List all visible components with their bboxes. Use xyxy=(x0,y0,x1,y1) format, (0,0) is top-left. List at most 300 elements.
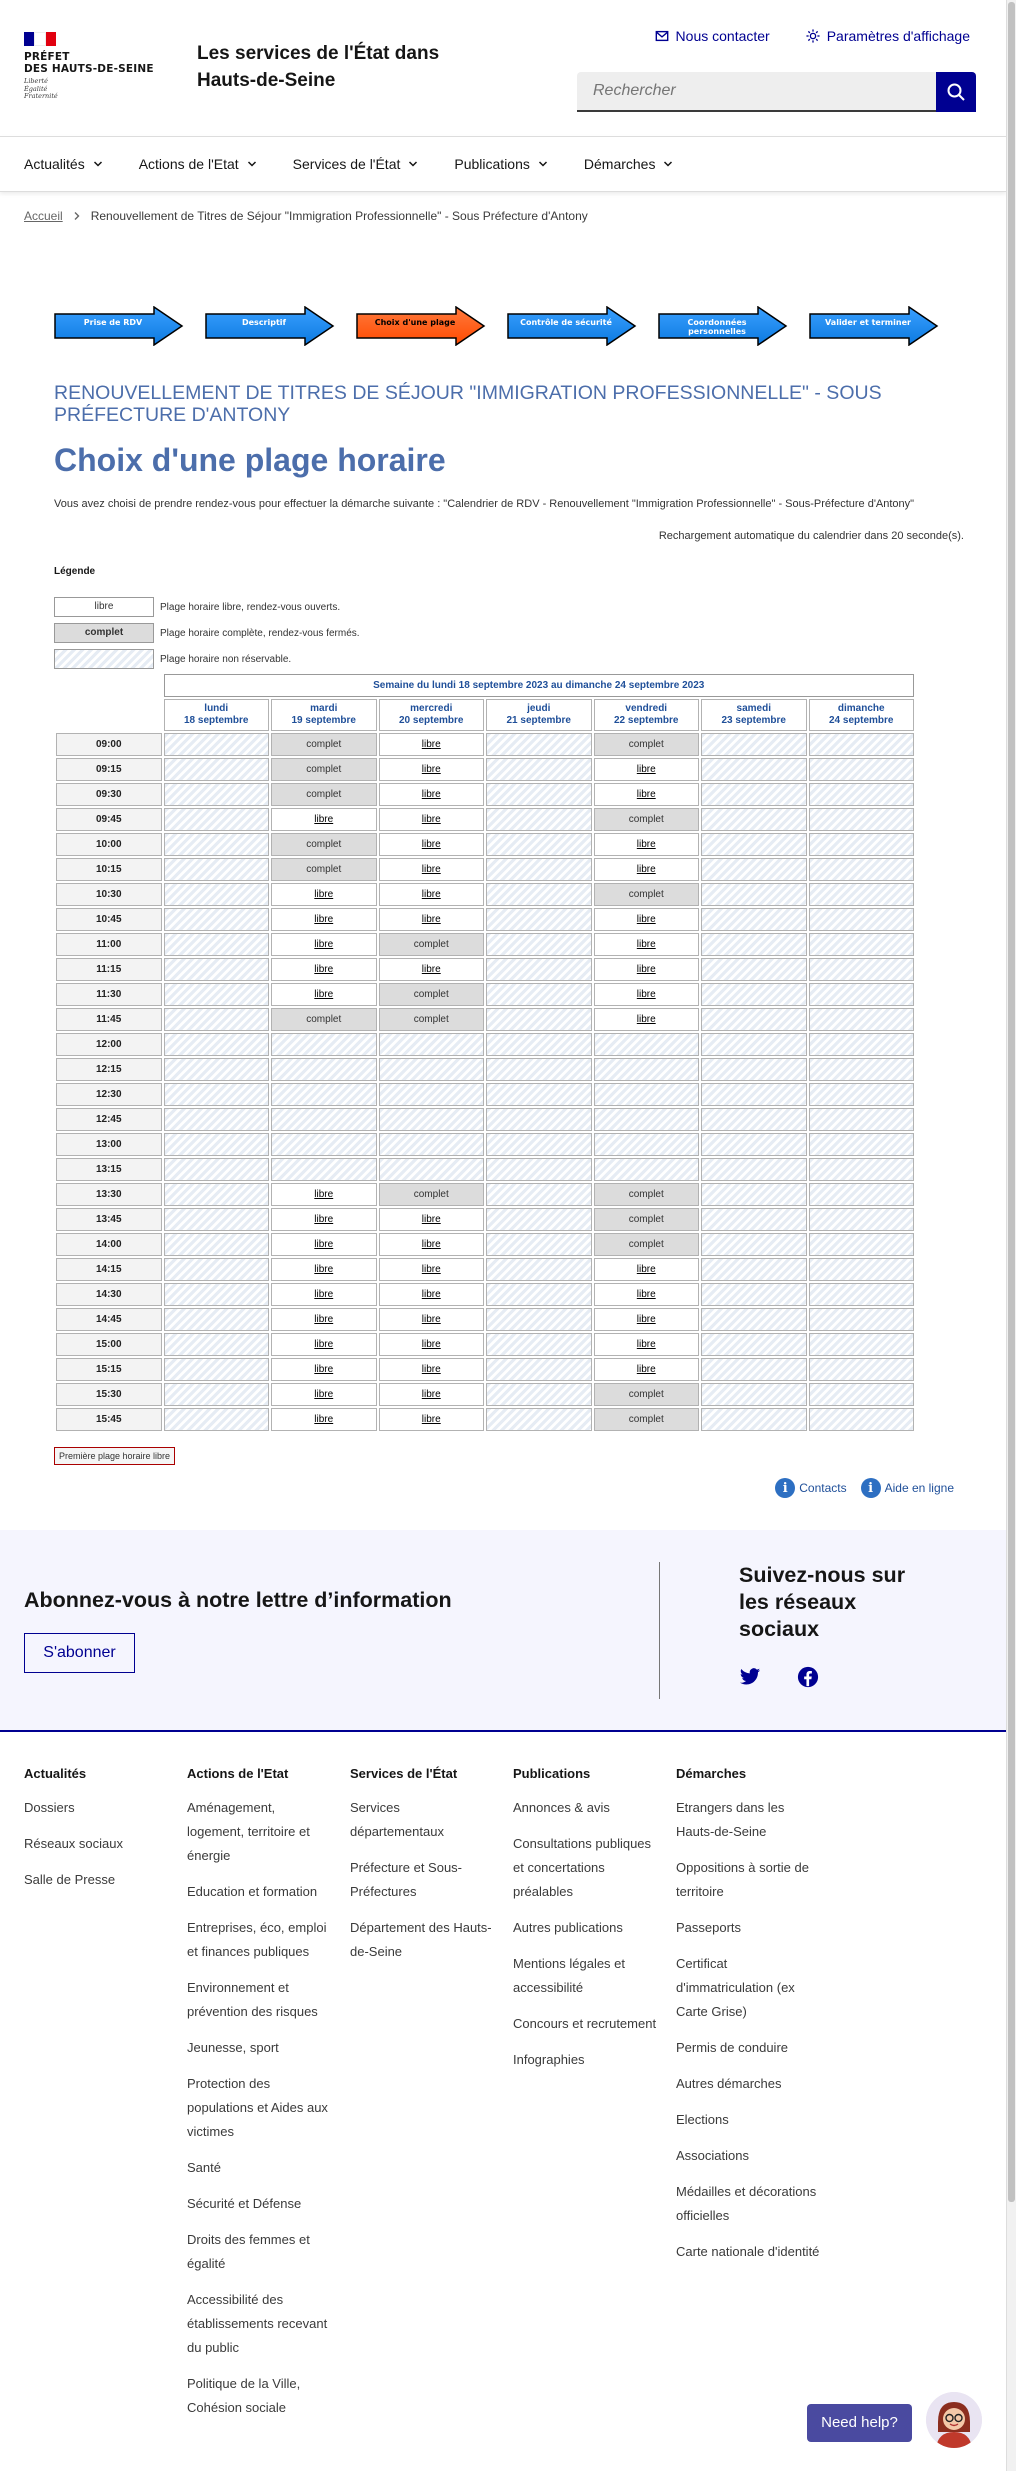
slot-unavailable xyxy=(701,1133,807,1156)
slot-free[interactable] xyxy=(271,1183,377,1206)
slot-free[interactable] xyxy=(379,758,485,781)
footer-link[interactable]: Carte nationale d'identité xyxy=(676,2244,820,2259)
slot-free-link[interactable]: libre xyxy=(314,889,334,900)
slot-free-link[interactable]: libre xyxy=(421,889,441,900)
slot-free[interactable] xyxy=(271,1333,377,1356)
slot-unavailable xyxy=(271,1083,377,1106)
slot-free-link[interactable]: libre xyxy=(421,864,441,875)
footer-link[interactable]: Salle de Presse xyxy=(24,1872,116,1887)
slot-free-link[interactable]: libre xyxy=(314,1364,334,1375)
time-label: 12:45 xyxy=(56,1108,162,1131)
footer-column-title[interactable]: Publications xyxy=(513,1766,591,1781)
slot-free-link[interactable]: libre xyxy=(421,1364,441,1375)
slot-unavailable xyxy=(701,808,807,831)
slot-free[interactable] xyxy=(379,958,485,981)
slot-unavailable xyxy=(164,1158,270,1181)
footer-link[interactable]: Autres publications xyxy=(513,1920,623,1935)
breadcrumb-current: Renouvellement de Titres de Séjour "Immigration Professionnelle" - Sous Préfecture d'Antony xyxy=(90,209,588,223)
logo-title: PRÉFET DES HAUTS-DE-SEINE xyxy=(24,51,154,75)
page-subtitle: RENOUVELLEMENT DE TITRES DE SÉJOUR "IMMIGRATION PROFESSIONNELLE" - SOUS PRÉFECTURE D'ANTONY xyxy=(54,382,882,426)
footer-link[interactable]: Département des Hauts-de-Seine xyxy=(350,1920,492,1959)
slot-full: complet xyxy=(594,1233,700,1256)
slot-free[interactable] xyxy=(379,833,485,856)
slot-free-link[interactable]: libre xyxy=(636,1264,656,1275)
footer-column xyxy=(24,1764,169,1904)
footer-link[interactable]: Education et formation xyxy=(187,1884,318,1899)
search-input[interactable] xyxy=(577,72,936,112)
footer-link[interactable]: Annonces & avis xyxy=(513,1800,610,1815)
calendar-row xyxy=(56,1083,914,1106)
slot-free-link[interactable]: libre xyxy=(314,1414,334,1425)
slot-free[interactable] xyxy=(271,1283,377,1306)
slot-free[interactable] xyxy=(271,1308,377,1331)
slot-unavailable xyxy=(486,1308,592,1331)
footer-column-title[interactable]: Démarches xyxy=(676,1766,747,1781)
slot-unavailable xyxy=(809,1158,915,1181)
time-label: 10:00 xyxy=(56,833,162,856)
newsletter-divider xyxy=(659,1562,660,1699)
slot-free-link[interactable]: libre xyxy=(314,989,334,1000)
slot-unavailable xyxy=(271,1058,377,1081)
slot-free-link[interactable]: libre xyxy=(636,1339,656,1350)
slot-free[interactable] xyxy=(271,958,377,981)
slot-unavailable xyxy=(271,1108,377,1131)
slot-unavailable xyxy=(701,958,807,981)
slot-unavailable xyxy=(701,1008,807,1031)
breadcrumb-home-link[interactable]: Accueil xyxy=(24,209,63,223)
slot-free[interactable] xyxy=(379,733,485,756)
slot-free-link[interactable]: libre xyxy=(314,964,334,975)
slot-free[interactable] xyxy=(379,1233,485,1256)
footer-link[interactable]: Sécurité et Défense xyxy=(187,2196,302,2211)
display-settings-link[interactable]: Paramètres d'affichage xyxy=(806,28,970,44)
slot-full: complet xyxy=(271,833,377,856)
slot-free[interactable] xyxy=(379,1208,485,1231)
slot-unavailable xyxy=(701,758,807,781)
legend-row-unavailable xyxy=(54,649,360,669)
slot-free[interactable] xyxy=(271,1208,377,1231)
slot-unavailable xyxy=(379,1133,485,1156)
slot-free[interactable] xyxy=(594,908,700,931)
day-header: lundi 18 septembre xyxy=(164,699,270,731)
slot-unavailable xyxy=(379,1158,485,1181)
footer-link[interactable]: Consultations publiques et concertations préalables xyxy=(513,1836,652,1899)
footer-column xyxy=(513,1764,658,2084)
slot-unavailable xyxy=(486,1158,592,1181)
nav-item-services-etat[interactable]: Services de l'État xyxy=(293,137,419,191)
slot-free[interactable] xyxy=(379,858,485,881)
footer-link[interactable]: Accessibilité des établissements recevant du public xyxy=(187,2292,328,2355)
day-header: jeudi 21 septembre xyxy=(486,699,592,731)
slot-unavailable xyxy=(701,1258,807,1281)
slot-unavailable xyxy=(486,958,592,981)
page-scrollbar[interactable] xyxy=(1006,0,1016,2471)
slot-unavailable xyxy=(809,933,915,956)
footer-link[interactable]: Environnement et prévention des risques xyxy=(187,1980,318,2019)
slot-unavailable xyxy=(164,858,270,881)
slot-free[interactable] xyxy=(379,1358,485,1381)
slot-free[interactable] xyxy=(594,858,700,881)
slot-unavailable xyxy=(701,1083,807,1106)
nav-item-actualites[interactable]: Actualités xyxy=(24,137,103,191)
slot-free-link[interactable]: libre xyxy=(636,789,656,800)
slot-free[interactable] xyxy=(594,958,700,981)
slot-free[interactable] xyxy=(594,758,700,781)
step-1 xyxy=(54,306,184,346)
nav-item-demarches[interactable]: Démarches xyxy=(584,137,674,191)
slot-free[interactable] xyxy=(271,908,377,931)
slot-unavailable xyxy=(164,758,270,781)
slot-unavailable xyxy=(594,1058,700,1081)
slot-unavailable xyxy=(809,908,915,931)
first-free-slot-button[interactable]: Première plage horaire libre xyxy=(54,1447,175,1465)
legend-title: Légende xyxy=(54,566,96,577)
french-flag-icon xyxy=(24,32,56,46)
time-label: 09:15 xyxy=(56,758,162,781)
calendar-row xyxy=(56,1058,914,1081)
slot-full: complet xyxy=(594,733,700,756)
footer-link[interactable]: Santé xyxy=(187,2160,221,2175)
slot-free-link[interactable]: libre xyxy=(636,1364,656,1375)
footer-link[interactable]: Elections xyxy=(676,2112,729,2127)
calendar-table xyxy=(54,672,916,1433)
slot-unavailable xyxy=(271,1133,377,1156)
slot-unavailable xyxy=(164,783,270,806)
footer-link[interactable]: Mentions légales et accessibilité xyxy=(513,1956,626,1995)
slot-unavailable xyxy=(164,1233,270,1256)
slot-unavailable xyxy=(701,1183,807,1206)
slot-free[interactable] xyxy=(594,1283,700,1306)
subscribe-button[interactable]: S'abonner xyxy=(24,1633,135,1673)
slot-unavailable xyxy=(809,1183,915,1206)
slot-free-link[interactable]: libre xyxy=(314,1264,334,1275)
contacts-link[interactable]: i Contacts xyxy=(775,1478,846,1498)
chevron-down-icon xyxy=(538,159,548,169)
slot-free-link[interactable]: libre xyxy=(636,989,656,1000)
chevron-down-icon xyxy=(93,159,103,169)
logo-motto: Liberté Égalité Fraternité xyxy=(24,77,58,100)
slot-free[interactable] xyxy=(379,1308,485,1331)
legend-swatch-unavailable xyxy=(54,649,154,669)
slot-free[interactable] xyxy=(594,783,700,806)
day-header: mercredi 20 septembre xyxy=(379,699,485,731)
time-label: 11:30 xyxy=(56,983,162,1006)
footer-link[interactable]: Médailles et décorations officielles xyxy=(676,2184,817,2223)
slot-unavailable xyxy=(486,908,592,931)
slot-unavailable xyxy=(701,1358,807,1381)
slot-unavailable xyxy=(164,1058,270,1081)
slot-free-link[interactable]: libre xyxy=(314,814,334,825)
slot-unavailable xyxy=(486,1008,592,1031)
footer-link[interactable]: Infographies xyxy=(513,2052,585,2067)
slot-unavailable xyxy=(701,833,807,856)
time-label: 14:15 xyxy=(56,1258,162,1281)
slot-unavailable xyxy=(701,1233,807,1256)
footer-link[interactable]: Etrangers dans les Hauts-de-Seine xyxy=(676,1800,785,1839)
slot-unavailable xyxy=(164,1258,270,1281)
slot-free-link[interactable]: libre xyxy=(421,814,441,825)
slot-unavailable xyxy=(809,1133,915,1156)
intro-text: Vous avez choisi de prendre rendez-vous pour effectuer la démarche suivante : "Calendrier de RDV - Renouvellement "Immigration Professionnelle" - Sous-Préfecture d'Antony" xyxy=(54,498,915,510)
calendar-row xyxy=(56,1133,914,1156)
slot-free-link[interactable]: libre xyxy=(421,1339,441,1350)
slot-free-link[interactable]: libre xyxy=(421,1239,441,1250)
nav-item-actions-etat[interactable]: Actions de l'Etat xyxy=(139,137,257,191)
slot-unavailable xyxy=(809,1408,915,1431)
service-title[interactable]: Les services de l'État dans Hauts-de-Seine xyxy=(197,43,440,91)
slot-free[interactable] xyxy=(271,933,377,956)
main-nav xyxy=(0,136,1006,192)
slot-free-link[interactable]: libre xyxy=(636,939,656,950)
time-label: 15:15 xyxy=(56,1358,162,1381)
progress-steps xyxy=(54,306,939,346)
slot-free[interactable] xyxy=(271,1233,377,1256)
slot-free-link[interactable]: libre xyxy=(421,1389,441,1400)
time-label: 13:30 xyxy=(56,1183,162,1206)
calendar-row xyxy=(56,833,914,856)
slot-free-link[interactable]: libre xyxy=(636,864,656,875)
slot-unavailable xyxy=(701,783,807,806)
slot-free-link[interactable]: libre xyxy=(636,1289,656,1300)
footer-link[interactable]: Concours et recrutement xyxy=(513,2016,657,2031)
slot-unavailable xyxy=(164,1383,270,1406)
slot-full: complet xyxy=(379,1008,485,1031)
slot-free-link[interactable]: libre xyxy=(314,1239,334,1250)
slot-unavailable xyxy=(809,1058,915,1081)
time-label: 15:30 xyxy=(56,1383,162,1406)
footer-link[interactable]: Jeunesse, sport xyxy=(187,2040,279,2055)
slot-unavailable xyxy=(486,1408,592,1431)
footer-link[interactable]: Services départementaux xyxy=(350,1800,444,1839)
facebook-icon[interactable] xyxy=(797,1666,819,1688)
slot-free-link[interactable]: libre xyxy=(314,914,334,925)
slot-full: complet xyxy=(271,858,377,881)
slot-free[interactable] xyxy=(594,933,700,956)
slot-free-link[interactable]: libre xyxy=(314,1189,334,1200)
slot-free[interactable] xyxy=(379,1258,485,1281)
slot-unavailable xyxy=(379,1108,485,1131)
slot-full: complet xyxy=(271,783,377,806)
slot-free-link[interactable]: libre xyxy=(314,1314,334,1325)
footer-link[interactable]: Aménagement, logement, territoire et énergie xyxy=(187,1800,310,1863)
slot-unavailable xyxy=(486,858,592,881)
slot-unavailable xyxy=(486,1108,592,1131)
slot-free-link[interactable]: libre xyxy=(636,764,656,775)
slot-free-link[interactable]: libre xyxy=(421,964,441,975)
assistant-avatar[interactable] xyxy=(926,2392,982,2448)
footer-link[interactable]: Permis de conduire xyxy=(676,2040,788,2055)
footer-link[interactable]: Autres démarches xyxy=(676,2076,782,2091)
slot-unavailable xyxy=(271,1158,377,1181)
slot-free-link[interactable]: libre xyxy=(421,1289,441,1300)
footer-link[interactable]: Dossiers xyxy=(24,1800,75,1815)
calendar-corner xyxy=(56,699,162,731)
slot-free[interactable] xyxy=(271,1408,377,1431)
slot-unavailable xyxy=(164,1008,270,1031)
slot-unavailable xyxy=(809,1083,915,1106)
footer-link[interactable]: Entreprises, éco, emploi et finances publiques xyxy=(187,1920,327,1959)
slot-free[interactable] xyxy=(271,808,377,831)
footer-column-title[interactable]: Actions de l'Etat xyxy=(187,1766,289,1781)
online-help-link[interactable]: i Aide en ligne xyxy=(861,1478,954,1498)
slot-unavailable xyxy=(701,1058,807,1081)
slot-free-link[interactable]: libre xyxy=(314,1214,334,1225)
slot-free[interactable] xyxy=(594,983,700,1006)
slot-unavailable xyxy=(164,733,270,756)
slot-full: complet xyxy=(594,1208,700,1231)
slot-unavailable xyxy=(701,933,807,956)
footer-link[interactable]: Droits des femmes et égalité xyxy=(187,2232,310,2271)
slot-free-link[interactable]: libre xyxy=(636,1014,656,1025)
scrollbar-thumb[interactable] xyxy=(1008,2,1015,2202)
slot-free-link[interactable]: libre xyxy=(314,1339,334,1350)
slot-free-link[interactable]: libre xyxy=(636,914,656,925)
footer-column-title[interactable]: Services de l'État xyxy=(350,1766,458,1781)
slot-free[interactable] xyxy=(379,883,485,906)
slot-unavailable xyxy=(594,1083,700,1106)
slot-free-link[interactable]: libre xyxy=(314,1389,334,1400)
legend-desc-full: Plage horaire complète, rendez-vous fermés. xyxy=(160,627,360,639)
slot-free-link[interactable]: libre xyxy=(421,1264,441,1275)
slot-free-link[interactable]: libre xyxy=(421,739,441,750)
slot-full: complet xyxy=(271,1008,377,1031)
slot-free[interactable] xyxy=(594,1333,700,1356)
search-button[interactable] xyxy=(936,72,976,112)
slot-unavailable xyxy=(809,1258,915,1281)
slot-unavailable xyxy=(486,1283,592,1306)
calendar-row xyxy=(56,1208,914,1231)
mail-icon xyxy=(655,29,669,43)
footer-link[interactable]: Réseaux sociaux xyxy=(24,1836,123,1851)
slot-unavailable xyxy=(701,1383,807,1406)
slot-unavailable xyxy=(164,1358,270,1381)
slot-unavailable xyxy=(164,808,270,831)
calendar-row xyxy=(56,1233,914,1256)
calendar-row xyxy=(56,1183,914,1206)
footer-link[interactable]: Préfecture et Sous-Préfectures xyxy=(350,1860,462,1899)
search-icon xyxy=(946,82,966,102)
calendar-row xyxy=(56,808,914,831)
slot-free-link[interactable]: libre xyxy=(421,789,441,800)
slot-free-link[interactable]: libre xyxy=(421,764,441,775)
contact-link[interactable]: Nous contacter xyxy=(655,28,770,44)
slot-unavailable xyxy=(486,1208,592,1231)
slot-unavailable xyxy=(594,1158,700,1181)
slot-full: complet xyxy=(379,1183,485,1206)
slot-unavailable xyxy=(271,1033,377,1056)
newsletter-title: Abonnez-vous à notre lettre d’information xyxy=(24,1588,452,1612)
slot-unavailable xyxy=(164,883,270,906)
slot-free[interactable] xyxy=(379,808,485,831)
slot-unavailable xyxy=(486,1333,592,1356)
slot-unavailable xyxy=(594,1108,700,1131)
slot-free[interactable] xyxy=(379,783,485,806)
footer-link[interactable]: Politique de la Ville, Cohésion sociale xyxy=(187,2376,301,2415)
slot-free-link[interactable]: libre xyxy=(421,914,441,925)
prefecture-logo[interactable] xyxy=(24,32,164,101)
slot-free[interactable] xyxy=(271,1358,377,1381)
need-help-button[interactable]: Need help? xyxy=(807,2404,912,2442)
legend-desc-free: Plage horaire libre, rendez-vous ouverts. xyxy=(160,601,341,613)
footer-link[interactable]: Passeports xyxy=(676,1920,742,1935)
calendar-row xyxy=(56,758,914,781)
footer-column-title[interactable]: Actualités xyxy=(24,1766,87,1781)
calendar-row xyxy=(56,1033,914,1056)
step-label: Prise de RDV xyxy=(83,318,143,327)
slot-free-link[interactable]: libre xyxy=(421,1214,441,1225)
nav-item-publications[interactable]: Publications xyxy=(454,137,548,191)
slot-unavailable xyxy=(379,1033,485,1056)
step-label: Descriptif xyxy=(241,318,287,327)
footer-link[interactable]: Protection des populations et Aides aux victimes xyxy=(187,2076,328,2139)
slot-free[interactable] xyxy=(594,1308,700,1331)
step-4 xyxy=(507,306,637,346)
slot-free-link[interactable]: libre xyxy=(636,1314,656,1325)
slot-free-link[interactable]: libre xyxy=(636,964,656,975)
calendar-row xyxy=(56,933,914,956)
slot-unavailable xyxy=(809,1233,915,1256)
slot-free[interactable] xyxy=(379,1408,485,1431)
sun-icon xyxy=(806,29,820,43)
slot-unavailable xyxy=(809,1383,915,1406)
slot-unavailable xyxy=(164,1333,270,1356)
slot-unavailable xyxy=(379,1083,485,1106)
slot-free[interactable] xyxy=(594,1008,700,1031)
slot-unavailable xyxy=(486,1058,592,1081)
slot-free[interactable] xyxy=(271,1383,377,1406)
footer-link[interactable]: Oppositions à sortie de territoire xyxy=(676,1860,809,1899)
slot-free-link[interactable]: libre xyxy=(636,839,656,850)
slot-free-link[interactable]: libre xyxy=(421,839,441,850)
slot-free-link[interactable]: libre xyxy=(421,1414,441,1425)
twitter-icon[interactable] xyxy=(739,1666,761,1688)
slot-free-link[interactable]: libre xyxy=(314,1289,334,1300)
slot-unavailable xyxy=(379,1058,485,1081)
header-tools xyxy=(655,28,970,44)
slot-free[interactable] xyxy=(379,908,485,931)
slot-free[interactable] xyxy=(594,833,700,856)
calendar-corner xyxy=(56,674,162,697)
slot-unavailable xyxy=(164,983,270,1006)
slot-free[interactable] xyxy=(594,1358,700,1381)
calendar-row xyxy=(56,983,914,1006)
slot-unavailable xyxy=(164,1183,270,1206)
slot-free-link[interactable]: libre xyxy=(314,939,334,950)
step-label: Coordonnées personnelles xyxy=(687,318,747,336)
slot-free[interactable] xyxy=(271,983,377,1006)
calendar-row xyxy=(56,1158,914,1181)
footer-link[interactable]: Associations xyxy=(676,2148,749,2163)
footer-link[interactable]: Certificat d'immatriculation (ex Carte Grise) xyxy=(676,1956,795,2019)
legend xyxy=(54,597,360,675)
slot-free[interactable] xyxy=(379,1283,485,1306)
time-label: 13:15 xyxy=(56,1158,162,1181)
slot-free-link[interactable]: libre xyxy=(421,1314,441,1325)
slot-free[interactable] xyxy=(379,1333,485,1356)
slot-unavailable xyxy=(486,933,592,956)
time-label: 15:00 xyxy=(56,1333,162,1356)
slot-full: complet xyxy=(379,933,485,956)
calendar-row xyxy=(56,783,914,806)
chevron-down-icon xyxy=(247,159,257,169)
step-label: Choix d'une plage xyxy=(374,318,456,327)
time-label: 09:45 xyxy=(56,808,162,831)
slot-free[interactable] xyxy=(379,1383,485,1406)
legend-desc-unavailable: Plage horaire non réservable. xyxy=(160,653,292,665)
slot-free[interactable] xyxy=(594,1258,700,1281)
slot-free[interactable] xyxy=(271,883,377,906)
slot-free[interactable] xyxy=(271,1258,377,1281)
